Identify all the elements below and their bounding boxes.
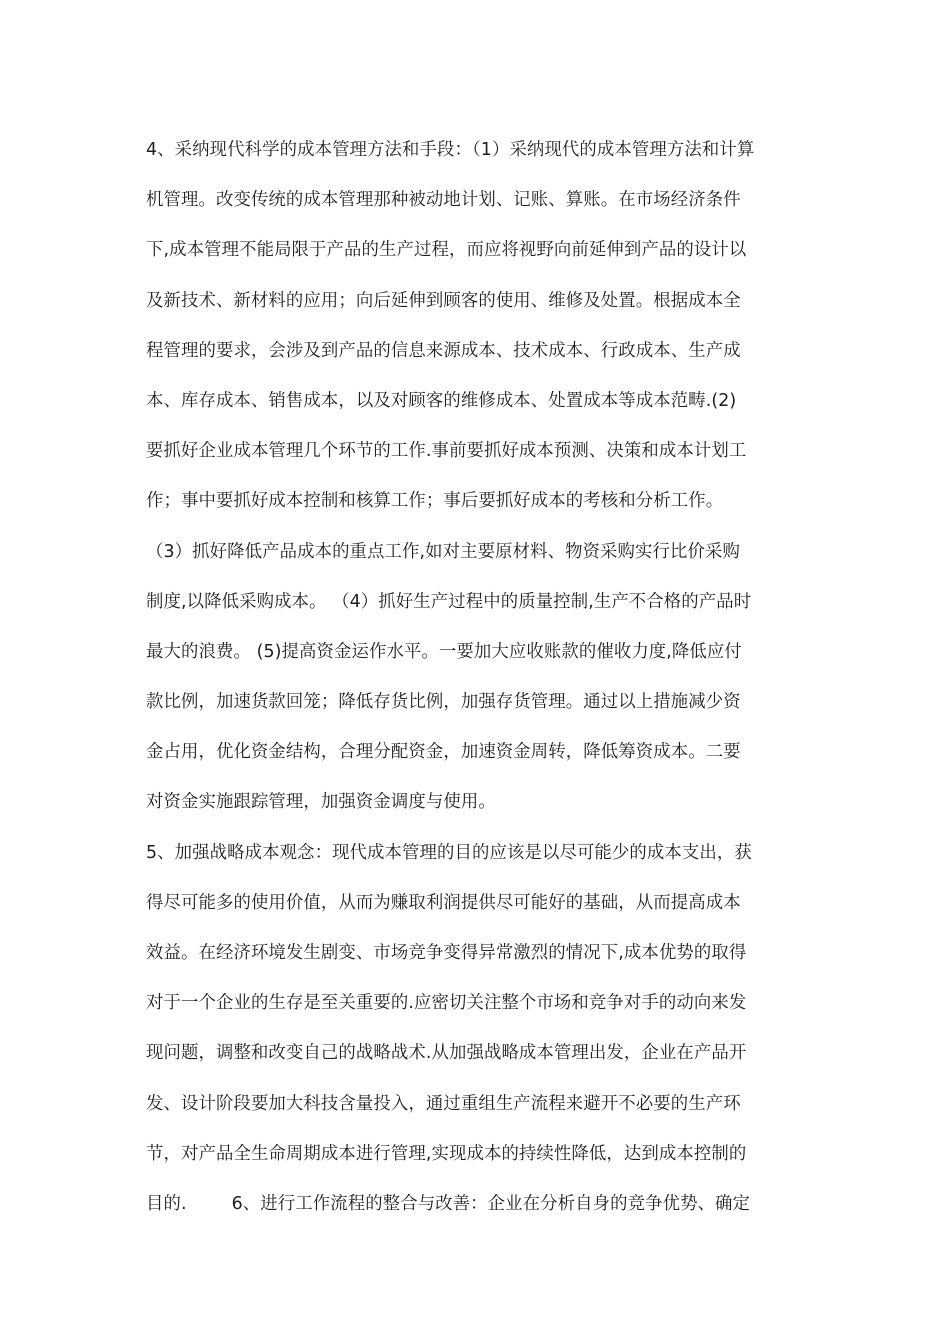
text-line: 程管理的要求，会涉及到产品的信息来源成本、技术成本、行政成本、生产成 (146, 340, 741, 361)
text-line: 5、加强战略成本观念：现代成本管理的目的应该是以尽可能少的成本支出，获 (146, 842, 752, 863)
text-line: 现问题，调整和改变自己的战略战术.从加强战略成本管理出发，企业在产品开 (146, 1043, 747, 1064)
text-line: 效益。在经济环境发生剧变、市场竞争变得异常激烈的情况下,成本优势的取得 (146, 943, 747, 963)
text-line: 款比例，加速货款回笼；降低存货比例，加强存货管理。通过以上措施减少资 (146, 692, 741, 713)
text-line: 机管理。改变传统的成本管理那种被动地计划、记账、算账。在市场经济条件 (146, 190, 741, 211)
text-line: 发、设计阶段要加大科技含量投入，通过重组生产流程来避开不必要的生产环 (146, 1093, 741, 1114)
text-line: 对资金实施跟踪管理，加强资金调度与使用。 (146, 792, 496, 813)
text-line: 金占用，优化资金结构，合理分配资金，加速资金周转，降低筹资成本。二要 (146, 742, 741, 763)
text-line: 及新技术、新材料的应用；向后延伸到顾客的使用、维修及处置。根据成本全 (146, 290, 741, 311)
text-line: 目的. 6、进行工作流程的整合与改善：企业在分析自身的竞争优势、确定 (146, 1193, 751, 1214)
text-line: 本、库存成本、销售成本，以及对顾客的维修成本、处置成本等成本范畴.(2) (146, 390, 737, 411)
text-line: 最大的浪费。 (5)提高资金运作水平。一要加大应收账款的催收力度,降低应付 (146, 641, 742, 662)
text-line: 下,成本管理不能局限于产品的生产过程，而应将视野向前延伸到产品的设计以 (146, 240, 747, 261)
text-line: 节，对产品全生命周期成本进行管理,实现成本的持续性降低，达到成本控制的 (146, 1143, 747, 1164)
text-line: 制度,以降低采购成本。 （4）抓好生产过程中的质量控制,生产不合格的产品时 (146, 591, 752, 612)
text-line: 4、采纳现代科学的成本管理方法和手段：（1）采纳现代的成本管理方法和计算 (146, 140, 755, 160)
text-line: 得尽可能多的使用价值，从而为赚取利润提供尽可能好的基础，从而提高成本 (146, 892, 741, 913)
document-body (146, 132, 806, 1236)
text-line: 作；事中要抓好成本控制和核算工作；事后要抓好成本的考核和分析工作。 (146, 491, 724, 512)
text-line: 要抓好企业成本管理几个环节的工作.事前要抓好成本预测、决策和成本计划工 (146, 441, 747, 462)
text-line: （3）抓好降低产品成本的重点工作,如对主要原材料、物资采购实行比价采购 (146, 541, 740, 562)
text-line: 对于一个企业的生存是至关重要的.应密切关注整个市场和竞争对手的动向来发 (146, 993, 747, 1014)
